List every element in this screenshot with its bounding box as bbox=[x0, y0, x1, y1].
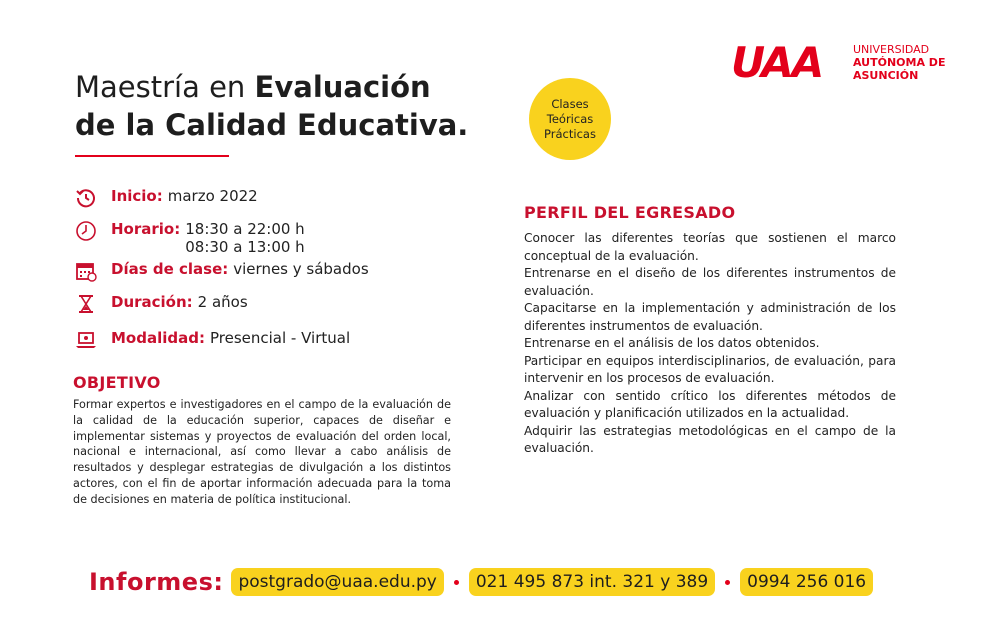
logo-line-2: AUTÓNOMA DE bbox=[853, 56, 946, 69]
email-contact[interactable]: postgrado@uaa.edu.py bbox=[231, 568, 443, 596]
mobile-contact[interactable]: 0994 256 016 bbox=[740, 568, 873, 596]
perfil-item: Adquirir las estrategias metodológicas en el campo de la evaluación. bbox=[524, 423, 896, 455]
title-divider bbox=[75, 155, 229, 157]
dias-label: Días de clase: bbox=[111, 260, 229, 278]
title-normal-text: Maestría en bbox=[75, 70, 255, 104]
detail-dias bbox=[75, 260, 369, 282]
university-logo bbox=[731, 40, 951, 86]
inicio-value: marzo 2022 bbox=[167, 187, 258, 205]
perfil-item: Conocer las diferentes teorías que sostienen el marco conceptual de la evaluación. bbox=[524, 231, 896, 263]
detail-duracion bbox=[75, 293, 248, 315]
detail-inicio bbox=[75, 187, 258, 209]
modalidad-value: Presencial - Virtual bbox=[209, 329, 351, 347]
perfil-item: Capacitarse en la implementación y administración de los diferentes instrumentos de evaluación. bbox=[524, 301, 896, 333]
duracion-value: 2 años bbox=[197, 293, 248, 311]
perfil-list bbox=[524, 230, 896, 458]
horario-value-2: 08:30 a 13:00 h bbox=[185, 238, 305, 256]
horario-value-1: 18:30 a 22:00 h bbox=[185, 220, 305, 238]
logo-mark: UAA bbox=[731, 38, 823, 87]
separator-dot bbox=[725, 580, 730, 585]
separator-dot bbox=[454, 580, 459, 585]
calendar-icon bbox=[75, 260, 99, 282]
detail-modalidad bbox=[75, 329, 350, 351]
inicio-label: Inicio: bbox=[111, 187, 163, 205]
logo-wordmark bbox=[853, 43, 945, 82]
objetivo-heading: OBJETIVO bbox=[73, 373, 161, 392]
perfil-item: Analizar con sentido crítico los diferentes métodos de evaluación y planificación utilizados en la actualidad. bbox=[524, 388, 896, 420]
duracion-label: Duración: bbox=[111, 293, 193, 311]
objetivo-paragraph: Formar expertos e investigadores en el campo de la evaluación de la calidad de la educación superior, capaces de diseñar e implementar sistemas y proyectos de evaluación del orden local, nacional e internacional, así como llevar a cabo análisis de resultados y desplegar estrategias de divulgación a los distintos actores, con el fin de aportar información adecuada para la toma de decisiones en materia de política institucional. bbox=[73, 398, 451, 506]
detail-horario bbox=[75, 220, 305, 256]
title-bold-line2: de la Calidad Educativa. bbox=[75, 108, 469, 142]
clock-icon bbox=[75, 220, 99, 242]
clock-restart-icon bbox=[75, 187, 99, 209]
perfil-item: Entrenarse en el diseño de los diferentes instrumentos de evaluación. bbox=[524, 266, 896, 298]
title-bold-text: Evaluación bbox=[254, 70, 431, 104]
badge-line-2: Teóricas bbox=[546, 111, 594, 126]
badge-line-3: Prácticas bbox=[544, 126, 596, 141]
informes-label: Informes: bbox=[89, 568, 224, 596]
perfil-item: Entrenarse en el análisis de los datos obtenidos. bbox=[524, 336, 820, 350]
dias-value: viernes y sábados bbox=[233, 260, 369, 278]
page-title bbox=[75, 68, 468, 144]
laptop-icon bbox=[75, 329, 99, 351]
contact-footer bbox=[89, 568, 873, 596]
perfil-heading: PERFIL DEL EGRESADO bbox=[524, 203, 736, 222]
horario-label: Horario: bbox=[111, 220, 181, 238]
logo-line-3: ASUNCIÓN bbox=[853, 69, 919, 82]
perfil-item: Participar en equipos interdisciplinarios, de evaluación, para intervenir en los procesos de evaluación. bbox=[524, 353, 896, 385]
class-type-badge bbox=[529, 78, 611, 160]
hourglass-icon bbox=[75, 293, 99, 315]
phone-contact[interactable]: 021 495 873 int. 321 y 389 bbox=[469, 568, 715, 596]
modalidad-label: Modalidad: bbox=[111, 329, 205, 347]
logo-line-1: UNIVERSIDAD bbox=[853, 43, 930, 56]
horario-values bbox=[185, 220, 304, 256]
badge-line-1: Clases bbox=[551, 96, 589, 111]
